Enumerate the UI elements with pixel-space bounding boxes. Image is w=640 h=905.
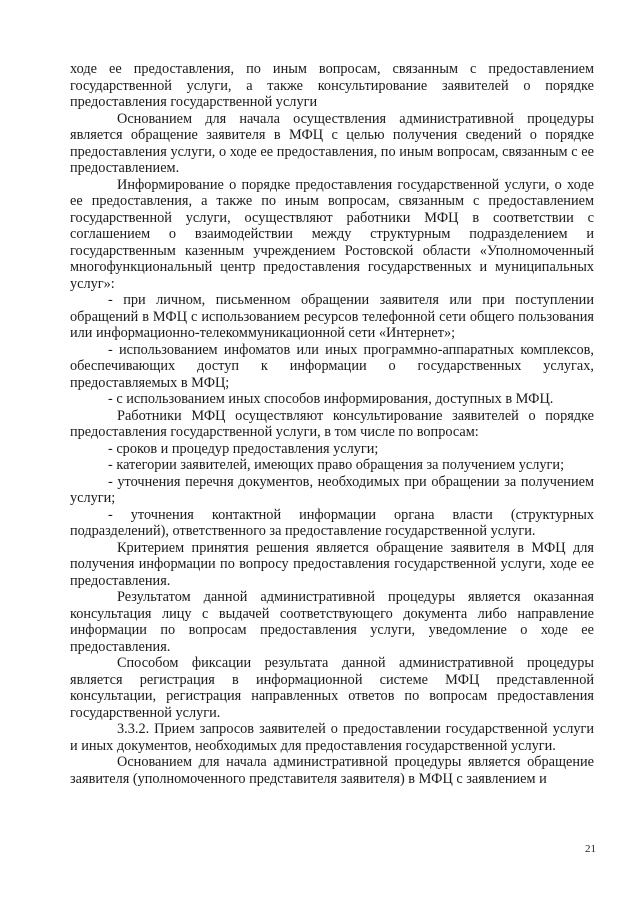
paragraph-criterion: Критерием принятия решения является обращение заявителя в МФЦ для получения информации по вопросу предоставления государственной услуги, ходе ее предоставления. [70, 539, 594, 589]
paragraph-basis-2: Основанием для начала административной процедуры является обращение заявителя (уполномоченного представителя заявителя) в МФЦ с заявлением и [70, 754, 594, 787]
list-item: - использованием инфоматов или иных программно-аппаратных комплексов, обеспечивающих доступ к информации о государственных услугах, предоставляемых в МФЦ; [70, 341, 594, 391]
list-item: - уточнения контактной информации органа власти (структурных подразделений), ответственного за предоставление государственной услуги. [70, 506, 594, 539]
paragraph-basis: Основанием для начала осуществления административной процедуры является обращение заявителя в МФЦ с целью получения сведений о порядке предоставления услуги, о ходе ее предоставления, по иным вопросам, связанным с ее предоставлением. [70, 110, 594, 176]
list-item: - сроков и процедур предоставления услуги; [108, 440, 379, 457]
list-item: - при личном, письменном обращении заявителя или при поступлении обращений в МФЦ с использованием ресурсов телефонной сети общего пользования или информационно-телекоммуникационной сети «Интернет»; [70, 292, 594, 341]
paragraph-informing: Информирование о порядке предоставления государственной услуги, о ходе ее предоставления, а также по иным вопросам, связанным с предоставлением государственной услуги, осуществляют работники МФЦ в соответствии с соглашением о взаимодействии между структурным подразделением и государственным казенным учреждением Ростовской области «Уполномоченный многофункциональный центр предоставления государственных и муниципальных услуг»: [70, 176, 594, 292]
page-number: 21 [585, 843, 596, 855]
list-item: - с использованием иных способов информирования, доступных в МФЦ. [108, 391, 554, 407]
list-item: - категории заявителей, имеющих право обращения за получением услуги; [108, 457, 565, 473]
paragraph-consulting: Работники МФЦ осуществляют консультирование заявителей о порядке предоставления государственной услуги, в том числе по вопросам: [70, 407, 594, 440]
list-item: - уточнения перечня документов, необходимых при обращении за получением услуги; [70, 473, 594, 506]
paragraph-result: Результатом данной административной процедуры является оказанная консультация лицу с выдачей соответствующего документа либо направление информации по вопросам предоставления услуги, уведомление о ходе ее предоставления. [70, 589, 594, 655]
paragraph-continuation: ходе ее предоставления, по иным вопросам, связанным с предоставлением государственной услуги, а также консультирование заявителей о порядке предоставления государственной услуги [70, 61, 594, 110]
body-text [70, 61, 594, 787]
paragraph-fixation: Способом фиксации результата данной административной процедуры является регистрация в информационной системе МФЦ представленной консультации, регистрация направленных ответов по вопросам предоставления государственной услуги. [70, 655, 594, 721]
section-heading-3-3-2: 3.3.2. Прием запросов заявителей о предоставлении государственной услуги и иных документов, необходимых для предоставления государственной услуги. [70, 721, 594, 754]
